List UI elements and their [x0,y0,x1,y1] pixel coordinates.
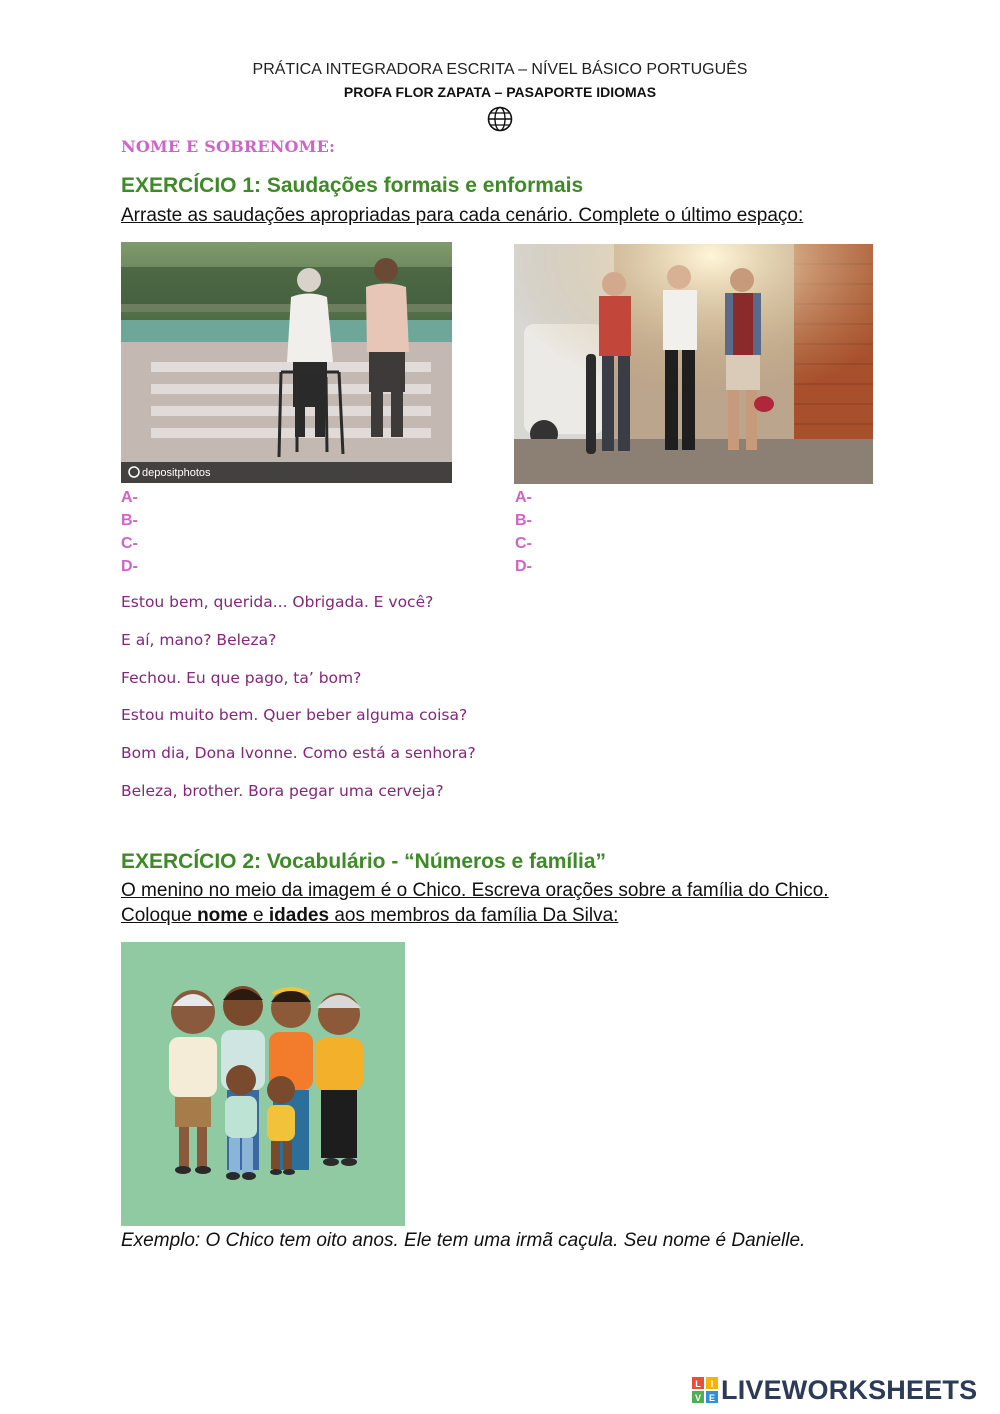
draggable-phrase[interactable]: E aí, mano? Beleza? [121,630,277,649]
photo-watermark: depositphotos [142,467,211,479]
instruction-bold-idades: idades [268,905,330,926]
draggable-phrase[interactable]: Estou bem, querida... Obrigada. E você? [121,593,434,611]
blank-d[interactable]: D- [121,558,138,575]
globe-icon [487,106,513,132]
exercise1-title: EXERCÍCIO 1: Saudações formais e enformais [121,174,584,197]
draggable-phrase[interactable]: Bom dia, Dona Ivonne. Como está a senhora? [121,744,476,763]
student-name-label: NOME E SOBRENOME: [121,137,336,156]
header-subtitle: PROFA FLOR ZAPATA – PASAPORTE IDIOMAS [343,84,657,100]
instruction-mid: e [247,905,269,926]
blank-c[interactable]: C- [121,535,138,552]
blank-b[interactable]: B- [515,512,532,529]
blank-c[interactable]: C- [515,535,532,552]
blank-a[interactable]: A- [515,489,532,506]
blank-b[interactable]: B- [121,512,138,529]
svg-text:E: E [708,1393,716,1403]
logo-text: LIVEWORKSHEETS [721,1374,978,1405]
draggable-phrase[interactable]: Estou muito bem. Quer beber alguma coisa? [121,706,468,725]
family-illustration [121,942,405,1226]
instruction-post: aos membros da família Da Silva: [329,905,619,926]
greeting-phrases-list [121,590,476,817]
liveworksheets-logo[interactable] [692,1374,977,1406]
exercise2-title: EXERCÍCIO 2: Vocabulário - “Números e família” [121,850,607,873]
svg-text:V: V [694,1393,702,1403]
blank-a[interactable]: A- [121,489,138,506]
instruction-pre: Coloque [121,905,198,926]
draggable-phrase[interactable]: Beleza, brother. Bora pegar uma cerveja? [121,781,444,800]
draggable-phrase[interactable]: Fechou. Eu que pago, ta’ bom? [121,668,362,687]
example-sentence: Exemplo: O Chico tem oito anos. Ele tem uma irmã caçula. Seu nome é Danielle. [121,1230,806,1251]
instruction-bold-nome: nome [197,905,248,926]
exercise2-instruction [121,878,901,928]
scenario1-blanks [121,486,138,578]
instruction-line1: O menino no meio da imagem é o Chico. Escreva orações sobre a família do Chico. [121,880,829,901]
svg-text:L: L [695,1379,701,1389]
live-badge-icon [692,1377,718,1403]
exercise1-instruction: Arraste as saudações apropriadas para cada cenário. Complete o último espaço: [121,205,804,226]
photo-young-men-skateboards [514,244,873,484]
svg-text:I: I [710,1379,714,1389]
header-title: PRÁTICA INTEGRADORA ESCRITA – NÍVEL BÁSICO PORTUGUÊS [252,61,748,78]
blank-d[interactable]: D- [515,558,532,575]
scenario2-blanks [515,486,532,578]
photo-elderly-woman-walker [121,242,452,483]
